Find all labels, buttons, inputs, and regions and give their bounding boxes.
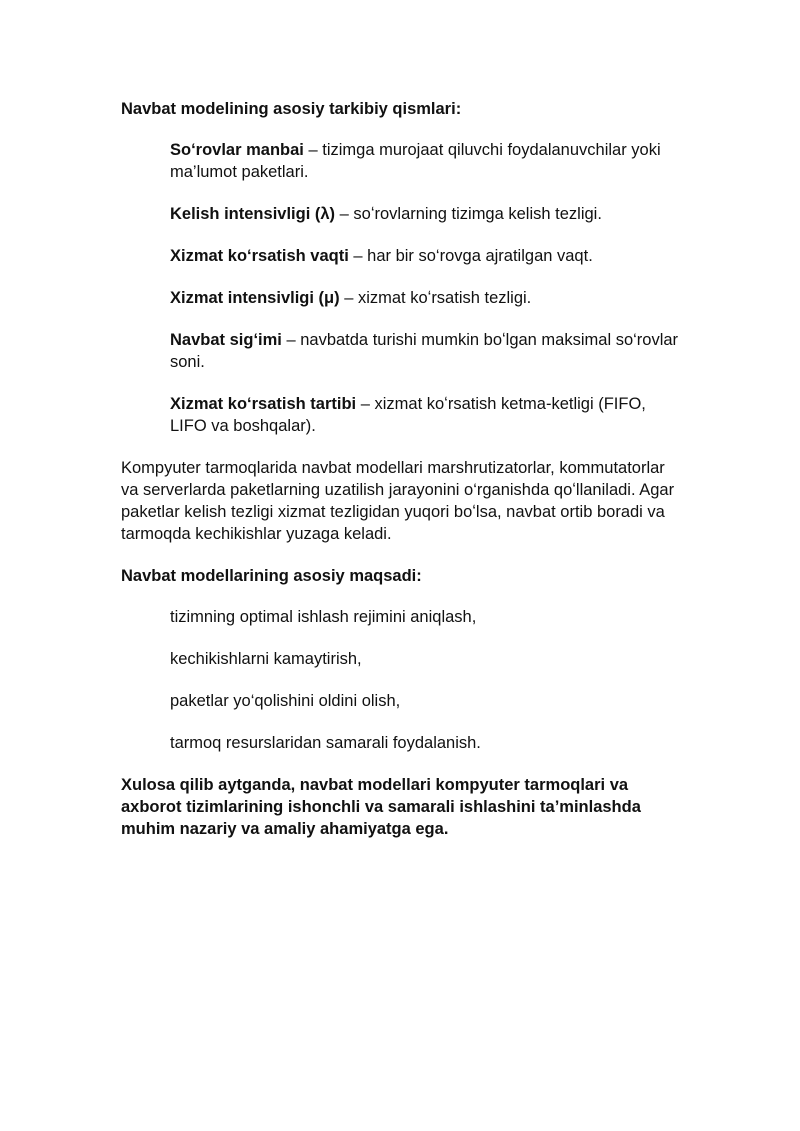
list-item: paketlar yo‘qolishini oldini olish, bbox=[170, 692, 401, 710]
section-heading-goals: Navbat modellarining asosiy maqsadi: bbox=[121, 567, 422, 585]
list-item: tizimning optimal ishlash rejimini aniqlash, bbox=[170, 608, 477, 626]
list-item bbox=[170, 203, 681, 225]
list-item: kechikishlarni kamaytirish, bbox=[170, 650, 362, 668]
list-item bbox=[170, 287, 681, 309]
list-item bbox=[170, 393, 681, 437]
definition: – soʻrovlarning tizimga kelish tezligi. bbox=[335, 205, 602, 223]
list-item bbox=[170, 329, 681, 373]
goals-list bbox=[170, 606, 681, 754]
term: Kelish intensivligi (λ) bbox=[170, 205, 336, 223]
term: Navbat sig‘imi bbox=[170, 331, 282, 349]
term: So‘rovlar manbai bbox=[170, 141, 304, 159]
document-page bbox=[121, 98, 681, 840]
definition: – har bir so‘rovga ajratilgan vaqt. bbox=[348, 247, 593, 265]
term: Xizmat ko‘rsatish vaqti bbox=[170, 247, 349, 265]
components-list bbox=[170, 139, 681, 437]
term: Xizmat ko‘rsatish tartibi bbox=[170, 395, 357, 413]
definition: – tizimga murojaat qiluvchi foydalanuvchilar yoki ma’lumot paketlari. bbox=[170, 141, 661, 181]
list-item: tarmoq resurslaridan samarali foydalanish. bbox=[170, 734, 481, 752]
term: Xizmat intensivligi (μ) bbox=[170, 289, 340, 307]
body-paragraph: Kompyuter tarmoqlarida navbat modellari marshrutizatorlar, kommutatorlar va serverlarda paketlarning uzatilish jarayonini o‘rganishda qoʻllaniladi. Agar paketlar kelish tezligi xizmat tezligidan yuqori boʻlsa, navbat ortib boradi va tarmoqda kechikishlar yuzaga keladi. bbox=[121, 459, 675, 543]
conclusion-paragraph: Xulosa qilib aytganda, navbat modellari kompyuter tarmoqlari va axborot tizimlarining ishonchli va samarali ishlashini ta’minlashda muhim nazariy va amaliy ahamiyatga ega. bbox=[121, 776, 641, 838]
list-item bbox=[170, 245, 681, 267]
section-heading-components: Navbat modelining asosiy tarkibiy qismlari: bbox=[121, 100, 462, 118]
definition: – xizmat koʻrsatish tezligi. bbox=[339, 289, 532, 307]
definition: – navbatda turishi mumkin boʻlgan maksimal so‘rovlar soni. bbox=[170, 331, 679, 371]
definition: – xizmat koʻrsatish ketma-ketligi (FIFO, LIFO va boshqalar). bbox=[170, 395, 646, 435]
list-item bbox=[170, 139, 681, 183]
